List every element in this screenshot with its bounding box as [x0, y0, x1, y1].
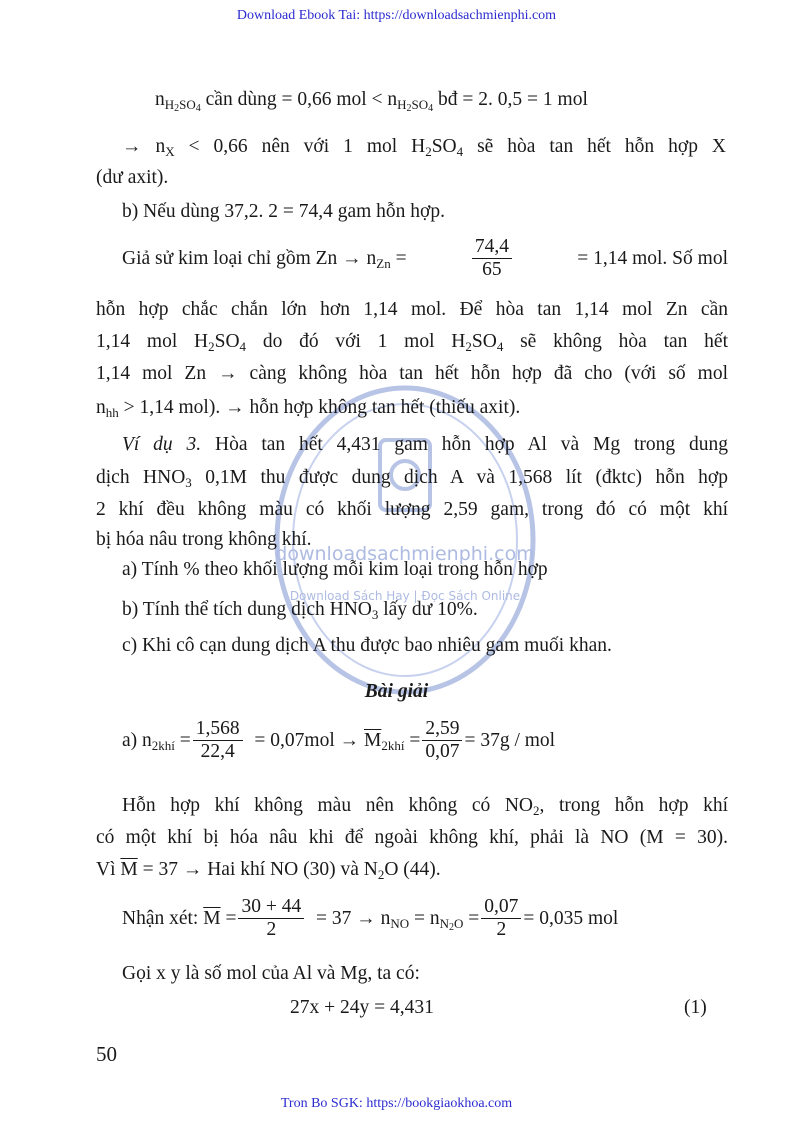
- line-21: Vì $\overline{M} = 37$ → Hai khí NO (30) và $N_2O$ (44).: [96, 859, 441, 882]
- header-watermark-link[interactable]: Download Ebook Tai: https://downloadsachmienphi.com: [236, 8, 557, 23]
- watermark-tagline: Download Sách Hay | Đọc Sách Online: [289, 589, 521, 603]
- line-7: 1,14 mol $H_2SO_4$ do đó với 1 mol $H_2SO_4$ sẽ không hòa tan hết: [96, 331, 729, 354]
- line-1: $n_{H_2SO_4}$ cần dùng = 0,66 mol < $n_{H_2SO_4}$ bđ = 2. 0,5 = 1 mol: [155, 89, 588, 114]
- line-20: có một khí bị hóa nâu khi để ngoài không khí, phải là NO (M = 30).: [96, 827, 728, 848]
- watermark-site: downloadsachmienphi.com: [275, 543, 535, 565]
- line-14: a) Tính % theo khối lượng mỗi kim loại trong hỗn hợp: [122, 559, 548, 580]
- fraction-zn: $\frac{74,4}{65}$: [472, 236, 512, 281]
- line-16: c) Khi cô cạn dung dịch A thu được bao nhiêu gam muối khan.: [122, 635, 612, 656]
- line-11: dịch $HNO_3$ 0,1M thu được dung dịch A và 1,568 lít (đktc) hỗn hợp: [96, 467, 728, 490]
- equation-1: 27x + 24y = 4,431: [290, 997, 434, 1018]
- line-6: hỗn hợp chắc chắn lớn hơn 1,14 mol. Để hòa tan 1,14 mol Zn cần: [96, 299, 728, 320]
- line-5: Giả sử kim loại chỉ gồm $Zn \to n_{Zn}$ = $\frac{74,4}{65}$ = 1,14 mol. Số mol: [122, 236, 728, 280]
- line-2: → $n_X < 0,66$ nên với 1 mol $H_2SO_4$ sẽ hòa tan hết hỗn hợp X: [122, 136, 726, 159]
- line-22: Nhận xét: $\overline{M}$ = $\frac{30 + 44}{2}$ = $37 \to n_{NO} = n_{N_2O}$ = $\frac{0,07}{2}$ = 0,035 mol: [122, 896, 619, 940]
- footer-watermark-link[interactable]: Tron Bo SGK: https://bookgiaokhoa.com: [280, 1096, 513, 1111]
- line-8: 1,14 mol Zn → càng không hòa tan hết hỗn hợp đã cho (với số mol: [96, 363, 728, 384]
- line-13: bị hóa nâu trong không khí.: [96, 529, 312, 550]
- line-19: Hỗn hợp khí không màu nên không có $NO_2$, trong hỗn hợp khí: [122, 795, 728, 818]
- equation-1-tag: (1): [684, 997, 707, 1018]
- line-9: $n_{hh} > 1,14$ mol). → hỗn hợp không tan hết (thiếu axit).: [96, 397, 521, 420]
- line-4: b) Nếu dùng 37,2. 2 = 74,4 gam hỗn hợp.: [122, 201, 445, 222]
- line-15: b) Tính thể tích dung dịch $HNO_3$ lấy dư 10%.: [122, 599, 478, 622]
- page-number: 50: [96, 1042, 117, 1066]
- line-10: Ví dụ 3. Hòa tan hết 4,431 gam hỗn hợp Al và Mg trong dung: [122, 434, 728, 455]
- section-heading: Bài giải: [364, 681, 429, 702]
- line-12: 2 khí đều không màu có khối lượng 2,59 gam, trong đó có một khí: [96, 499, 728, 520]
- line-3: (dư axit).: [96, 167, 169, 188]
- line-23: Gọi x y là số mol của Al và Mg, ta có:: [122, 963, 420, 984]
- line-18: a) $n_{2khí}$ = $\frac{1,568}{22,4}$ = $0,07mol \to \overline{M}_{2khí}$ = $\frac{2,59}{0,07}$ = 37g / mol: [122, 718, 556, 762]
